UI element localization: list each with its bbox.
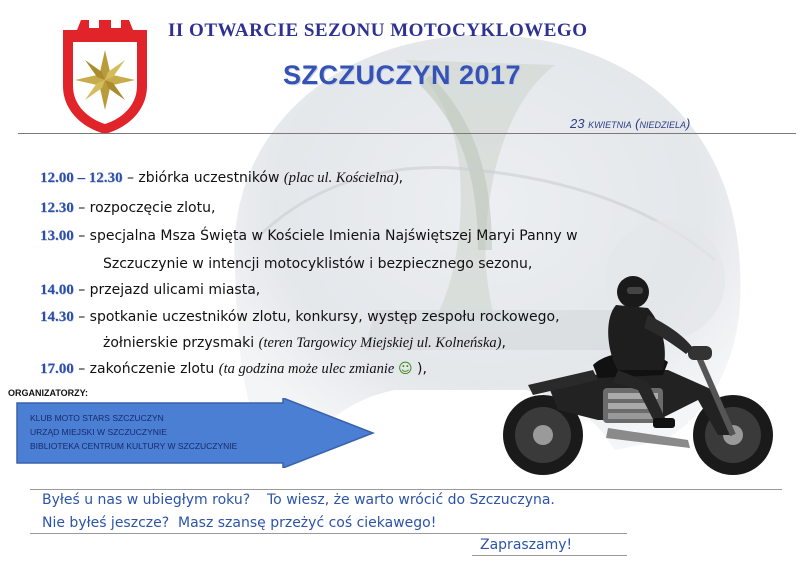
smiley-icon: ☺ — [397, 361, 413, 377]
footer-question-2: Nie byłeś jeszcze? — [42, 515, 170, 531]
event-date: 23 kwietnia (niedziela) — [570, 116, 691, 131]
event-city-year: SZCZUCZYN 2017 — [283, 60, 522, 90]
schedule-tail: ), — [412, 361, 427, 377]
schedule-text: – zakończenie zlotu — [73, 361, 219, 377]
organizer-item: KLUB MOTO STARS SZCZUCZYN — [30, 413, 164, 423]
coat-of-arms-logo — [55, 16, 155, 136]
schedule-continuation: Szczuczynie w intencji motocyklistów i bezpiecznego sezonu, — [103, 256, 533, 272]
schedule-continuation — [103, 335, 506, 352]
schedule-note: (ta godzina może ulec zmianie — [218, 361, 398, 377]
schedule-text: – przejazd ulicami miasta, — [73, 282, 261, 298]
organizers-label: ORGANIZATORZY: — [8, 388, 88, 398]
organizer-item: URZĄD MIEJSKI W SZCZUCZYNIE — [30, 427, 167, 437]
closing-underline — [472, 555, 627, 556]
footer-answer-2: Masz szansę przeżyć coś ciekawego! — [178, 515, 437, 531]
schedule-item — [40, 170, 403, 187]
schedule-time: 13.00 — [40, 228, 74, 244]
schedule-time: 14.00 — [40, 282, 74, 298]
footer-closing: Zapraszamy! — [480, 537, 573, 553]
header-divider — [18, 133, 796, 134]
schedule-note: (teren Targowicy Miejskiej ul. Kolneńska) — [258, 335, 502, 351]
schedule-text: żołnierskie przysmaki — [103, 335, 259, 351]
schedule-item — [40, 361, 427, 378]
footer-answer-1: To wiesz, że warto wrócić do Szczuczyna. — [267, 492, 555, 508]
schedule-item — [40, 200, 215, 217]
motorcyclist-image — [498, 270, 788, 480]
schedule-time: 12.30 — [40, 200, 74, 216]
schedule-tail: , — [398, 170, 404, 186]
schedule-text: – spotkanie uczestników zlotu, konkursy, występ zespołu rockowego, — [73, 309, 560, 325]
organizer-item: BIBLIOTEKA CENTRUM KULTURY W SZCZUCZYNIE — [30, 441, 238, 451]
event-title: II OTWARCIE SEZONU MOTOCYKLOWEGO — [168, 20, 588, 41]
schedule-time: 14.30 — [40, 309, 74, 325]
organizers-list — [30, 411, 237, 453]
schedule-time: 12.00 – 12.30 — [40, 170, 123, 186]
schedule-item — [40, 228, 578, 245]
schedule-item — [40, 309, 560, 326]
footer-question-1: Byłeś u nas w ubiegłym roku? — [42, 492, 251, 508]
schedule-tail: , — [501, 335, 506, 351]
footer-underline — [30, 533, 627, 534]
schedule-time: 17.00 — [40, 361, 74, 377]
schedule-text: – specjalna Msza Święta w Kościele Imienia Najświętszej Maryi Panny w — [73, 228, 578, 244]
schedule-item — [40, 282, 260, 299]
schedule-text: – rozpoczęcie zlotu, — [73, 200, 216, 216]
footer-divider — [30, 489, 782, 490]
schedule-text: – zbiórka uczestników — [122, 170, 284, 186]
schedule-note: (plac ul. Kościelna) — [283, 170, 399, 186]
